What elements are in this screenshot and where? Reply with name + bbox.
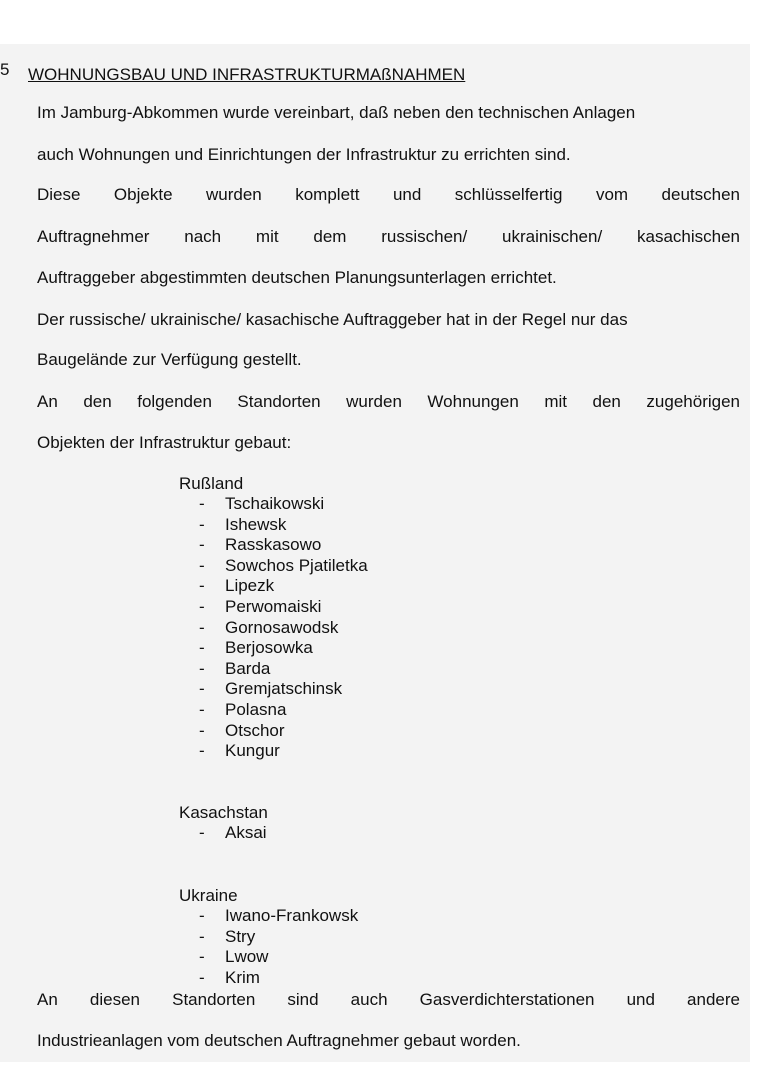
site-name: Barda <box>225 658 271 678</box>
bullet-dash: - <box>199 576 205 596</box>
list-item <box>199 535 368 556</box>
paragraph-line: Baugelände zur Verfügung gestellt. <box>37 350 302 369</box>
site-name: Ishewsk <box>225 514 287 534</box>
section-title: WOHNUNGSBAU UND INFRASTRUKTURMAßNAHMEN <box>28 65 466 84</box>
site-name: Aksai <box>225 823 267 842</box>
list-item <box>199 618 368 639</box>
bullet-dash: - <box>199 658 205 678</box>
list-item <box>199 659 368 680</box>
site-name: Lwow <box>225 947 269 967</box>
region-title-kazakhstan: Kasachstan <box>179 803 268 822</box>
bullet-dash: - <box>199 514 205 534</box>
paragraph-line: Auftraggeber abgestimmten deutschen Planungsunterlagen errichtet. <box>37 268 557 287</box>
list-item <box>199 741 368 762</box>
section-number: 5 <box>0 60 10 79</box>
site-name: Stry <box>225 926 256 946</box>
bullet-dash: - <box>199 741 205 761</box>
bullet-dash: - <box>199 720 205 740</box>
bullet-dash: - <box>199 699 205 719</box>
paragraph-line: Diese Objekte wurden komplett und schlüsselfertig vom deutschen <box>37 185 740 204</box>
paragraph-line: An den folgenden Standorten wurden Wohnungen mit den zugehörigen <box>37 392 740 411</box>
list-item <box>199 556 368 577</box>
paragraph-line: Der russische/ ukrainische/ kasachische Auftraggeber hat in der Regel nur das <box>37 310 628 329</box>
paragraph-line: auch Wohnungen und Einrichtungen der Infrastruktur zu errichten sind. <box>37 145 571 164</box>
list-item <box>199 906 358 927</box>
site-name: Sowchos Pjatiletka <box>225 555 368 575</box>
site-name: Rasskasowo <box>225 535 322 555</box>
bullet-dash: - <box>199 596 205 616</box>
site-list-kazakhstan <box>199 823 267 844</box>
list-item <box>199 700 368 721</box>
bullet-dash: - <box>199 535 205 555</box>
site-list-russia <box>199 494 368 762</box>
list-item <box>199 947 358 968</box>
site-name: Gornosawodsk <box>225 617 339 637</box>
list-item <box>199 515 368 536</box>
list-item <box>199 597 368 618</box>
site-name: Tschaikowski <box>225 494 325 513</box>
list-item <box>199 494 368 515</box>
section-heading <box>0 60 465 85</box>
list-item <box>199 679 368 700</box>
bullet-dash: - <box>199 679 205 699</box>
paragraph-line: Auftragnehmer nach mit dem russischen/ ukrainischen/ kasachischen <box>37 227 740 246</box>
bullet-dash: - <box>199 906 205 925</box>
bullet-dash: - <box>199 823 205 842</box>
paragraph-line: Objekten der Infrastruktur gebaut: <box>37 433 292 452</box>
list-item <box>199 638 368 659</box>
list-item <box>199 823 267 844</box>
bullet-dash: - <box>199 638 205 658</box>
site-name: Gremjatschinsk <box>225 679 343 699</box>
site-name: Otschor <box>225 720 285 740</box>
site-name: Perwomaiski <box>225 596 322 616</box>
site-name: Lipezk <box>225 576 275 596</box>
bullet-dash: - <box>199 494 205 513</box>
bullet-dash: - <box>199 555 205 575</box>
region-title-russia: Rußland <box>179 474 244 493</box>
paragraph-line: Im Jamburg-Abkommen wurde vereinbart, daß neben den technischen Anlagen <box>37 103 636 122</box>
closing-line: An diesen Standorten sind auch Gasverdichterstationen und andere <box>37 990 740 1009</box>
bullet-dash: - <box>199 617 205 637</box>
site-name: Krim <box>225 967 260 987</box>
bullet-dash: - <box>199 926 205 946</box>
site-name: Kungur <box>225 741 280 761</box>
list-item <box>199 721 368 742</box>
closing-line: Industrieanlagen vom deutschen Auftragnehmer gebaut worden. <box>37 1031 521 1050</box>
list-item <box>199 968 358 989</box>
site-name: Iwano-Frankowsk <box>225 906 359 925</box>
bullet-dash: - <box>199 967 205 987</box>
region-title-ukraine: Ukraine <box>179 886 238 905</box>
bullet-dash: - <box>199 947 205 967</box>
list-item <box>199 927 358 948</box>
site-name: Berjosowka <box>225 638 313 658</box>
site-list-ukraine <box>199 906 358 988</box>
list-item <box>199 576 368 597</box>
site-name: Polasna <box>225 699 287 719</box>
